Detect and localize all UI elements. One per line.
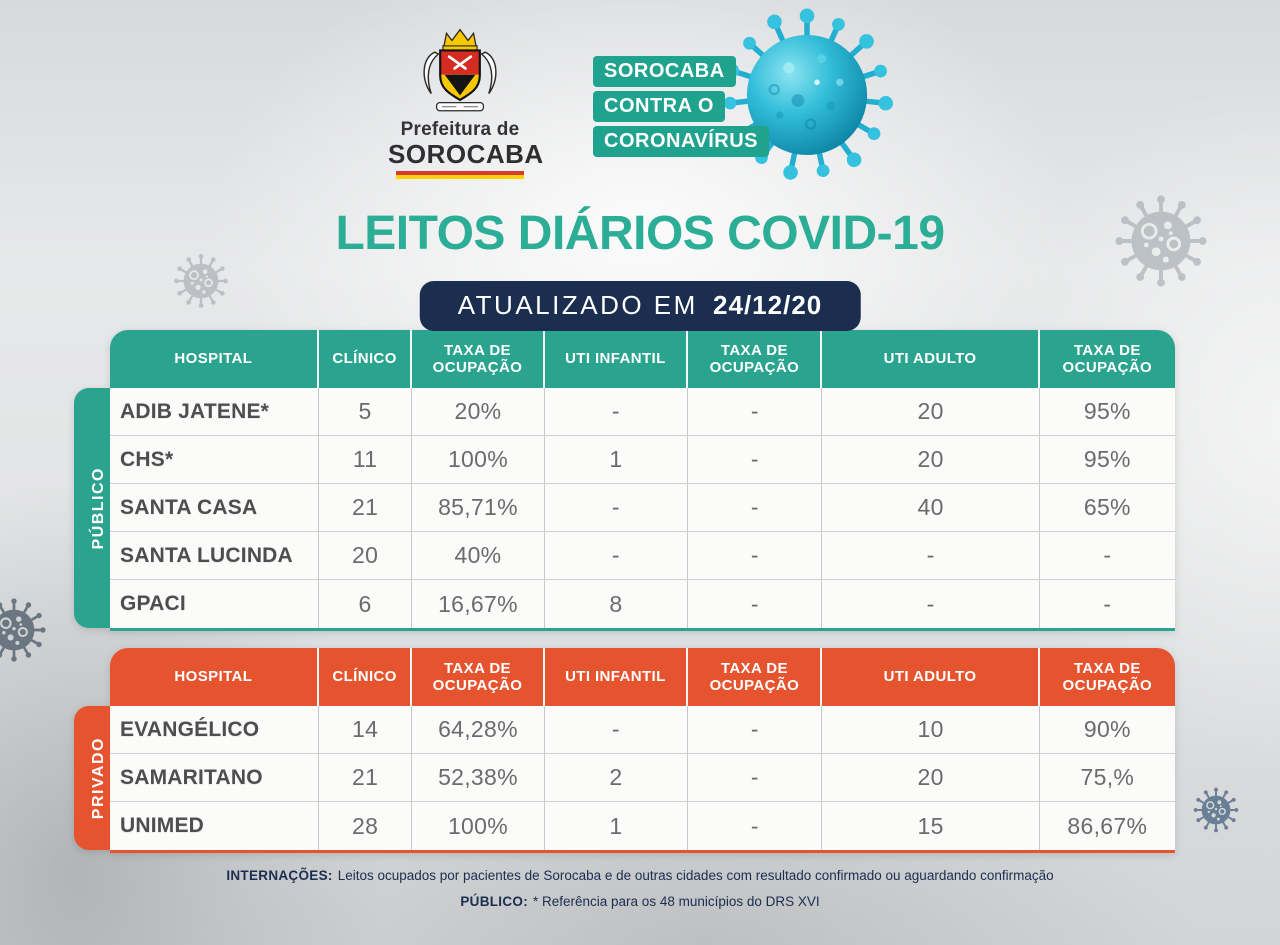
cell-value: - [545, 484, 689, 531]
table-row [110, 580, 1175, 628]
column-header: TAXA DE OCUPAÇÃO [1062, 659, 1153, 694]
cell-value: - [545, 388, 689, 435]
column-header: TAXA DE OCUPAÇÃO [412, 330, 544, 388]
table-row [110, 436, 1175, 484]
cell-value: - [545, 532, 689, 579]
virus-icon [1112, 192, 1210, 290]
logo-caption: Prefeitura de [400, 119, 520, 140]
table-row [110, 754, 1175, 802]
cell-value: 20 [822, 388, 1039, 435]
page-title: LEITOS DIÁRIOS COVID-19 [335, 207, 945, 260]
cell-value: - [1103, 542, 1112, 568]
column-header: UTI INFANTIL [545, 330, 689, 388]
table-row [110, 388, 1175, 436]
hospital-name: GPACI [110, 580, 319, 628]
cell-value: 85,71% [412, 484, 544, 531]
cell-value: 95% [1083, 398, 1131, 424]
cell-value: - [688, 532, 822, 579]
hospital-name: ADIB JATENE* [110, 388, 319, 435]
column-header: CLÍNICO [319, 330, 413, 388]
cell-value: 40 [822, 484, 1039, 531]
cell-value: - [688, 802, 822, 850]
group-tab-publico: PÚBLICO [74, 388, 124, 628]
cell-value: 6 [319, 580, 413, 628]
cell-value: 21 [319, 754, 413, 801]
cell-value: 2 [545, 754, 689, 801]
cell-value: 10 [822, 706, 1039, 753]
hospital-name: CHS* [110, 436, 319, 483]
table-row [110, 532, 1175, 580]
footnote-text: Leitos ocupados por pacientes de Sorocaba e de outras cidades com resultado confirmado ou aguardando confirmação [337, 868, 1054, 883]
table-row [110, 484, 1175, 532]
cell-value: 100% [412, 436, 544, 483]
cell-value: - [688, 754, 822, 801]
column-header: TAXA DE OCUPAÇÃO [1062, 341, 1153, 376]
footnote-internacoes [0, 868, 1280, 883]
private-hospitals-table [90, 648, 1175, 853]
cell-value: - [688, 706, 822, 753]
campaign-line: CONTRA O [593, 91, 725, 122]
updated-label: ATUALIZADO EM [457, 290, 698, 320]
cell-value: - [688, 436, 822, 483]
table-body [110, 388, 1175, 631]
hospital-name: SANTA CASA [110, 484, 319, 531]
campaign-lockup [593, 56, 769, 161]
city-crest-icon [406, 26, 514, 118]
cell-value: 20% [412, 388, 544, 435]
hospital-name: EVANGÉLICO [110, 706, 319, 753]
table-row [110, 706, 1175, 754]
column-header: TAXA DE OCUPAÇÃO [412, 648, 544, 706]
hospital-name: SANTA LUCINDA [110, 532, 319, 579]
cell-value: 20 [319, 532, 413, 579]
cell-value: 95% [1083, 446, 1131, 472]
public-hospitals-table [90, 330, 1175, 631]
cell-value: 75,% [1080, 764, 1135, 790]
prefeitura-logo [388, 26, 544, 179]
cell-value: - [688, 580, 822, 628]
hospital-name: UNIMED [110, 802, 319, 850]
table-body [110, 706, 1175, 853]
table-row [110, 802, 1175, 850]
footnote-text: * Referência para os 48 municípios do DRS XVI [533, 894, 820, 909]
campaign-line: SOROCABA [593, 56, 736, 87]
cell-value: 20 [822, 436, 1039, 483]
cell-value: - [1103, 590, 1112, 617]
footnote-label: PÚBLICO: [460, 894, 528, 909]
cell-value: 21 [319, 484, 413, 531]
virus-icon [1192, 786, 1240, 834]
cell-value: 11 [319, 436, 413, 483]
cell-value: 14 [319, 706, 413, 753]
group-tab-privado: PRIVADO [74, 706, 124, 850]
cell-value: 8 [545, 580, 689, 628]
cell-value: 90% [1083, 716, 1131, 742]
cell-value: 15 [822, 802, 1039, 850]
column-header: UTI INFANTIL [545, 648, 689, 706]
cell-value: 86,67% [1067, 812, 1148, 839]
cell-value: - [545, 706, 689, 753]
table-header [110, 330, 1175, 388]
cell-value: - [822, 532, 1039, 579]
cell-value: - [688, 484, 822, 531]
cell-value: 65% [1083, 494, 1131, 520]
cell-value: 16,67% [412, 580, 544, 628]
column-header: HOSPITAL [110, 330, 319, 388]
footnote-publico [0, 894, 1280, 909]
cell-value: 28 [319, 802, 413, 850]
column-header: TAXA DE OCUPAÇÃO [688, 648, 822, 706]
table-header [110, 648, 1175, 706]
hospital-name: SAMARITANO [110, 754, 319, 801]
footnote-label: INTERNAÇÕES: [226, 868, 333, 883]
column-header: HOSPITAL [110, 648, 319, 706]
column-header: CLÍNICO [319, 648, 413, 706]
campaign-line: CORONAVÍRUS [593, 126, 769, 157]
column-header: UTI ADULTO [822, 648, 1039, 706]
logo-city-name: SOROCABA [388, 139, 544, 169]
virus-icon [0, 596, 48, 664]
cell-value: 40% [412, 532, 544, 579]
cell-value: - [688, 388, 822, 435]
virus-icon [172, 252, 230, 310]
updated-date: 24/12/20 [713, 290, 823, 320]
cell-value: 5 [319, 388, 413, 435]
cell-value: 52,38% [412, 754, 544, 801]
cell-value: 1 [545, 436, 689, 483]
cell-value: 20 [822, 754, 1039, 801]
cell-value: 64,28% [412, 706, 544, 753]
cell-value: 100% [412, 802, 544, 850]
cell-value: 1 [545, 802, 689, 850]
updated-badge [420, 281, 861, 331]
column-header: UTI ADULTO [822, 330, 1039, 388]
logo-underline [396, 171, 524, 179]
column-header: TAXA DE OCUPAÇÃO [688, 330, 822, 388]
cell-value: - [822, 580, 1039, 628]
